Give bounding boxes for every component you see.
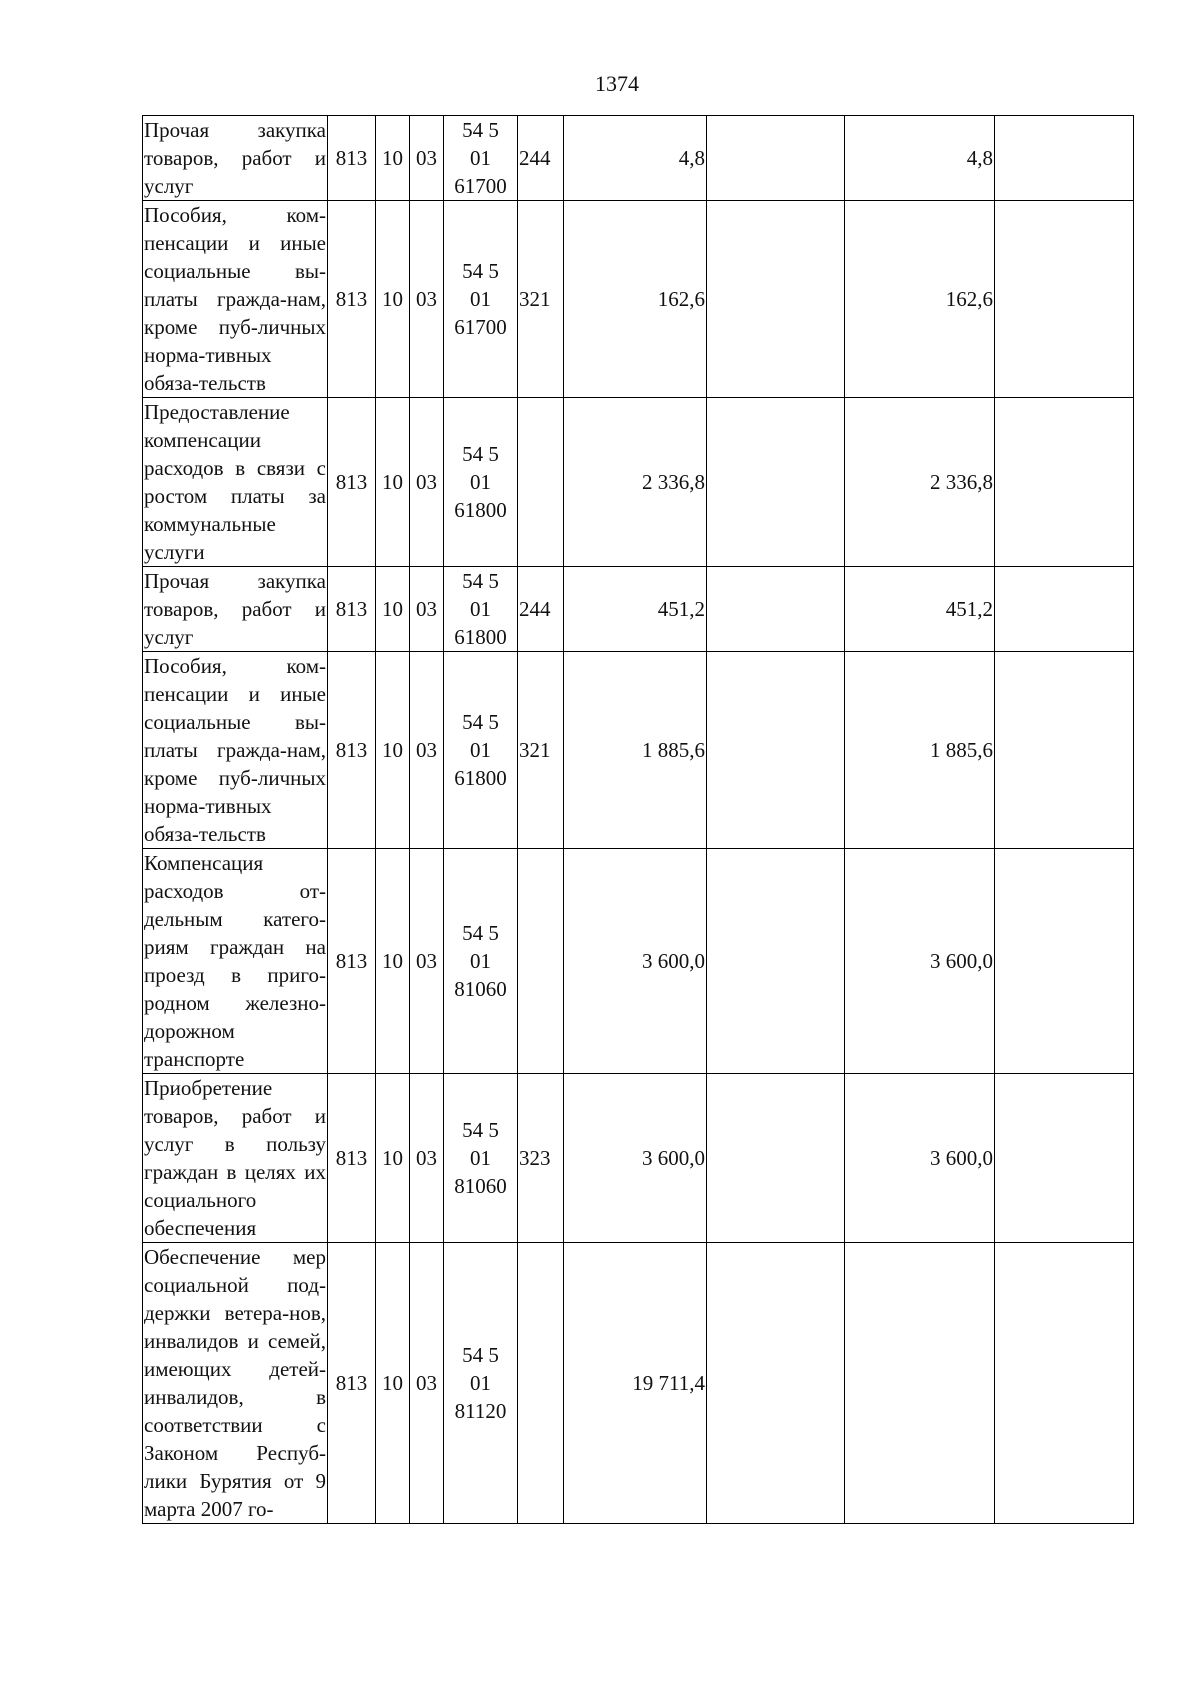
row-target-article-cell — [444, 398, 518, 567]
row-expense-type-cell: 321 — [518, 201, 564, 398]
row-expense-type-cell: 323 — [518, 1074, 564, 1243]
row-sum-4-cell — [995, 1243, 1134, 1524]
row-sum-3-cell: 3 600,0 — [845, 1074, 995, 1243]
row-sum-4-cell — [995, 1074, 1134, 1243]
row-sum-1-cell: 4,8 — [564, 116, 707, 201]
row-target-article-cell — [444, 1243, 518, 1524]
row-sum-1-cell: 1 885,6 — [564, 652, 707, 849]
table-row — [143, 849, 1134, 1074]
row-expense-type-cell: 244 — [518, 567, 564, 652]
row-subsection-cell: 03 — [410, 652, 444, 849]
row-sum-2-cell — [707, 398, 845, 567]
row-name-cell: Пособия, ком-пенсации и иные социальные вы-платы гражда-нам, кроме пуб-личных норма-тивных обяза-тельств — [143, 201, 328, 398]
row-subsection-cell: 03 — [410, 849, 444, 1074]
row-section-cell: 10 — [376, 1074, 410, 1243]
row-sum-3-cell: 4,8 — [845, 116, 995, 201]
row-target-article-cell — [444, 567, 518, 652]
row-grbs-cell: 813 — [328, 201, 376, 398]
row-sum-4-cell — [995, 398, 1134, 567]
row-section-cell: 10 — [376, 398, 410, 567]
row-grbs-cell: 813 — [328, 652, 376, 849]
table-row — [143, 398, 1134, 567]
target-article-part: 61700 — [454, 315, 507, 339]
target-article-part: 01 — [470, 949, 491, 973]
row-name-cell: Прочая закупка товаров, работ и услуг — [143, 116, 328, 201]
budget-table — [142, 115, 1134, 1524]
target-article-part: 61700 — [454, 174, 507, 198]
target-article-part: 54 5 — [462, 921, 499, 945]
table-row — [143, 1074, 1134, 1243]
target-article-part: 54 5 — [462, 569, 499, 593]
row-sum-1-cell: 19 711,4 — [564, 1243, 707, 1524]
target-article-part: 81060 — [454, 977, 507, 1001]
row-expense-type-cell — [518, 849, 564, 1074]
table-row — [143, 652, 1134, 849]
page-number: 1374 — [595, 71, 639, 96]
row-sum-1-cell: 2 336,8 — [564, 398, 707, 567]
row-sum-3-cell: 162,6 — [845, 201, 995, 398]
row-section-cell: 10 — [376, 1243, 410, 1524]
row-sum-2-cell — [707, 849, 845, 1074]
table-row — [143, 201, 1134, 398]
row-subsection-cell: 03 — [410, 1243, 444, 1524]
target-article-part: 01 — [470, 738, 491, 762]
row-expense-type-cell — [518, 1243, 564, 1524]
row-sum-2-cell — [707, 652, 845, 849]
target-article-part: 01 — [470, 1371, 491, 1395]
row-expense-type-cell — [518, 398, 564, 567]
target-article-part: 01 — [470, 1146, 491, 1170]
budget-table-body — [143, 116, 1134, 1524]
row-name-cell: Приобретение товаров, работ и услуг в пользу граждан в целях их социального обеспечения — [143, 1074, 328, 1243]
row-sum-2-cell — [707, 1074, 845, 1243]
row-sum-4-cell — [995, 201, 1134, 398]
row-section-cell: 10 — [376, 652, 410, 849]
row-target-article-cell — [444, 652, 518, 849]
row-target-article-cell — [444, 201, 518, 398]
row-grbs-cell: 813 — [328, 567, 376, 652]
row-sum-3-cell: 451,2 — [845, 567, 995, 652]
target-article-part: 61800 — [454, 766, 507, 790]
target-article-part: 01 — [470, 287, 491, 311]
target-article-part: 81120 — [454, 1399, 507, 1423]
row-sum-1-cell: 451,2 — [564, 567, 707, 652]
row-sum-2-cell — [707, 1243, 845, 1524]
target-article-part: 61800 — [454, 498, 507, 522]
row-sum-4-cell — [995, 849, 1134, 1074]
target-article-part: 54 5 — [462, 118, 499, 142]
row-section-cell: 10 — [376, 849, 410, 1074]
row-name-cell: Прочая закупка товаров, работ и услуг — [143, 567, 328, 652]
row-section-cell: 10 — [376, 201, 410, 398]
target-article-part: 61800 — [454, 625, 507, 649]
row-sum-1-cell: 3 600,0 — [564, 849, 707, 1074]
row-target-article-cell — [444, 116, 518, 201]
target-article-part: 01 — [470, 146, 491, 170]
target-article-part: 54 5 — [462, 259, 499, 283]
row-expense-type-cell: 321 — [518, 652, 564, 849]
row-section-cell: 10 — [376, 567, 410, 652]
row-sum-3-cell — [845, 1243, 995, 1524]
row-sum-1-cell: 162,6 — [564, 201, 707, 398]
row-sum-2-cell — [707, 567, 845, 652]
row-sum-4-cell — [995, 567, 1134, 652]
row-target-article-cell — [444, 849, 518, 1074]
row-sum-3-cell: 2 336,8 — [845, 398, 995, 567]
row-sum-4-cell — [995, 116, 1134, 201]
row-subsection-cell: 03 — [410, 1074, 444, 1243]
target-article-part: 81060 — [454, 1174, 507, 1198]
target-article-part: 01 — [470, 597, 491, 621]
row-subsection-cell: 03 — [410, 116, 444, 201]
row-sum-3-cell: 3 600,0 — [845, 849, 995, 1074]
row-target-article-cell — [444, 1074, 518, 1243]
target-article-part: 54 5 — [462, 1343, 499, 1367]
row-subsection-cell: 03 — [410, 201, 444, 398]
row-name-cell: Компенсация расходов от-дельным катего-риям граждан на проезд в приго-родном железно-дорожном транспорте — [143, 849, 328, 1074]
row-sum-2-cell — [707, 116, 845, 201]
row-grbs-cell: 813 — [328, 116, 376, 201]
table-row — [143, 567, 1134, 652]
row-sum-1-cell: 3 600,0 — [564, 1074, 707, 1243]
row-name-cell: Пособия, ком-пенсации и иные социальные вы-платы гражда-нам, кроме пуб-личных норма-тивных обяза-тельств — [143, 652, 328, 849]
table-row — [143, 1243, 1134, 1524]
row-sum-4-cell — [995, 652, 1134, 849]
target-article-part: 54 5 — [462, 1118, 499, 1142]
table-row — [143, 116, 1134, 201]
target-article-part: 54 5 — [462, 442, 499, 466]
row-sum-3-cell: 1 885,6 — [845, 652, 995, 849]
row-sum-2-cell — [707, 201, 845, 398]
row-section-cell: 10 — [376, 116, 410, 201]
target-article-part: 01 — [470, 470, 491, 494]
target-article-part: 54 5 — [462, 710, 499, 734]
row-grbs-cell: 813 — [328, 849, 376, 1074]
row-subsection-cell: 03 — [410, 398, 444, 567]
row-expense-type-cell: 244 — [518, 116, 564, 201]
row-grbs-cell: 813 — [328, 1243, 376, 1524]
row-name-cell: Предоставление компенсации расходов в связи с ростом платы за коммунальные услуги — [143, 398, 328, 567]
row-subsection-cell: 03 — [410, 567, 444, 652]
row-name-cell: Обеспечение мер социальной под-держки ветера-нов, инвалидов и семей, имеющих детей-инвалидов, в соответствии с Законом Респуб-лики Бурятия от 9 марта 2007 го- — [143, 1243, 328, 1524]
row-grbs-cell: 813 — [328, 1074, 376, 1243]
row-grbs-cell: 813 — [328, 398, 376, 567]
